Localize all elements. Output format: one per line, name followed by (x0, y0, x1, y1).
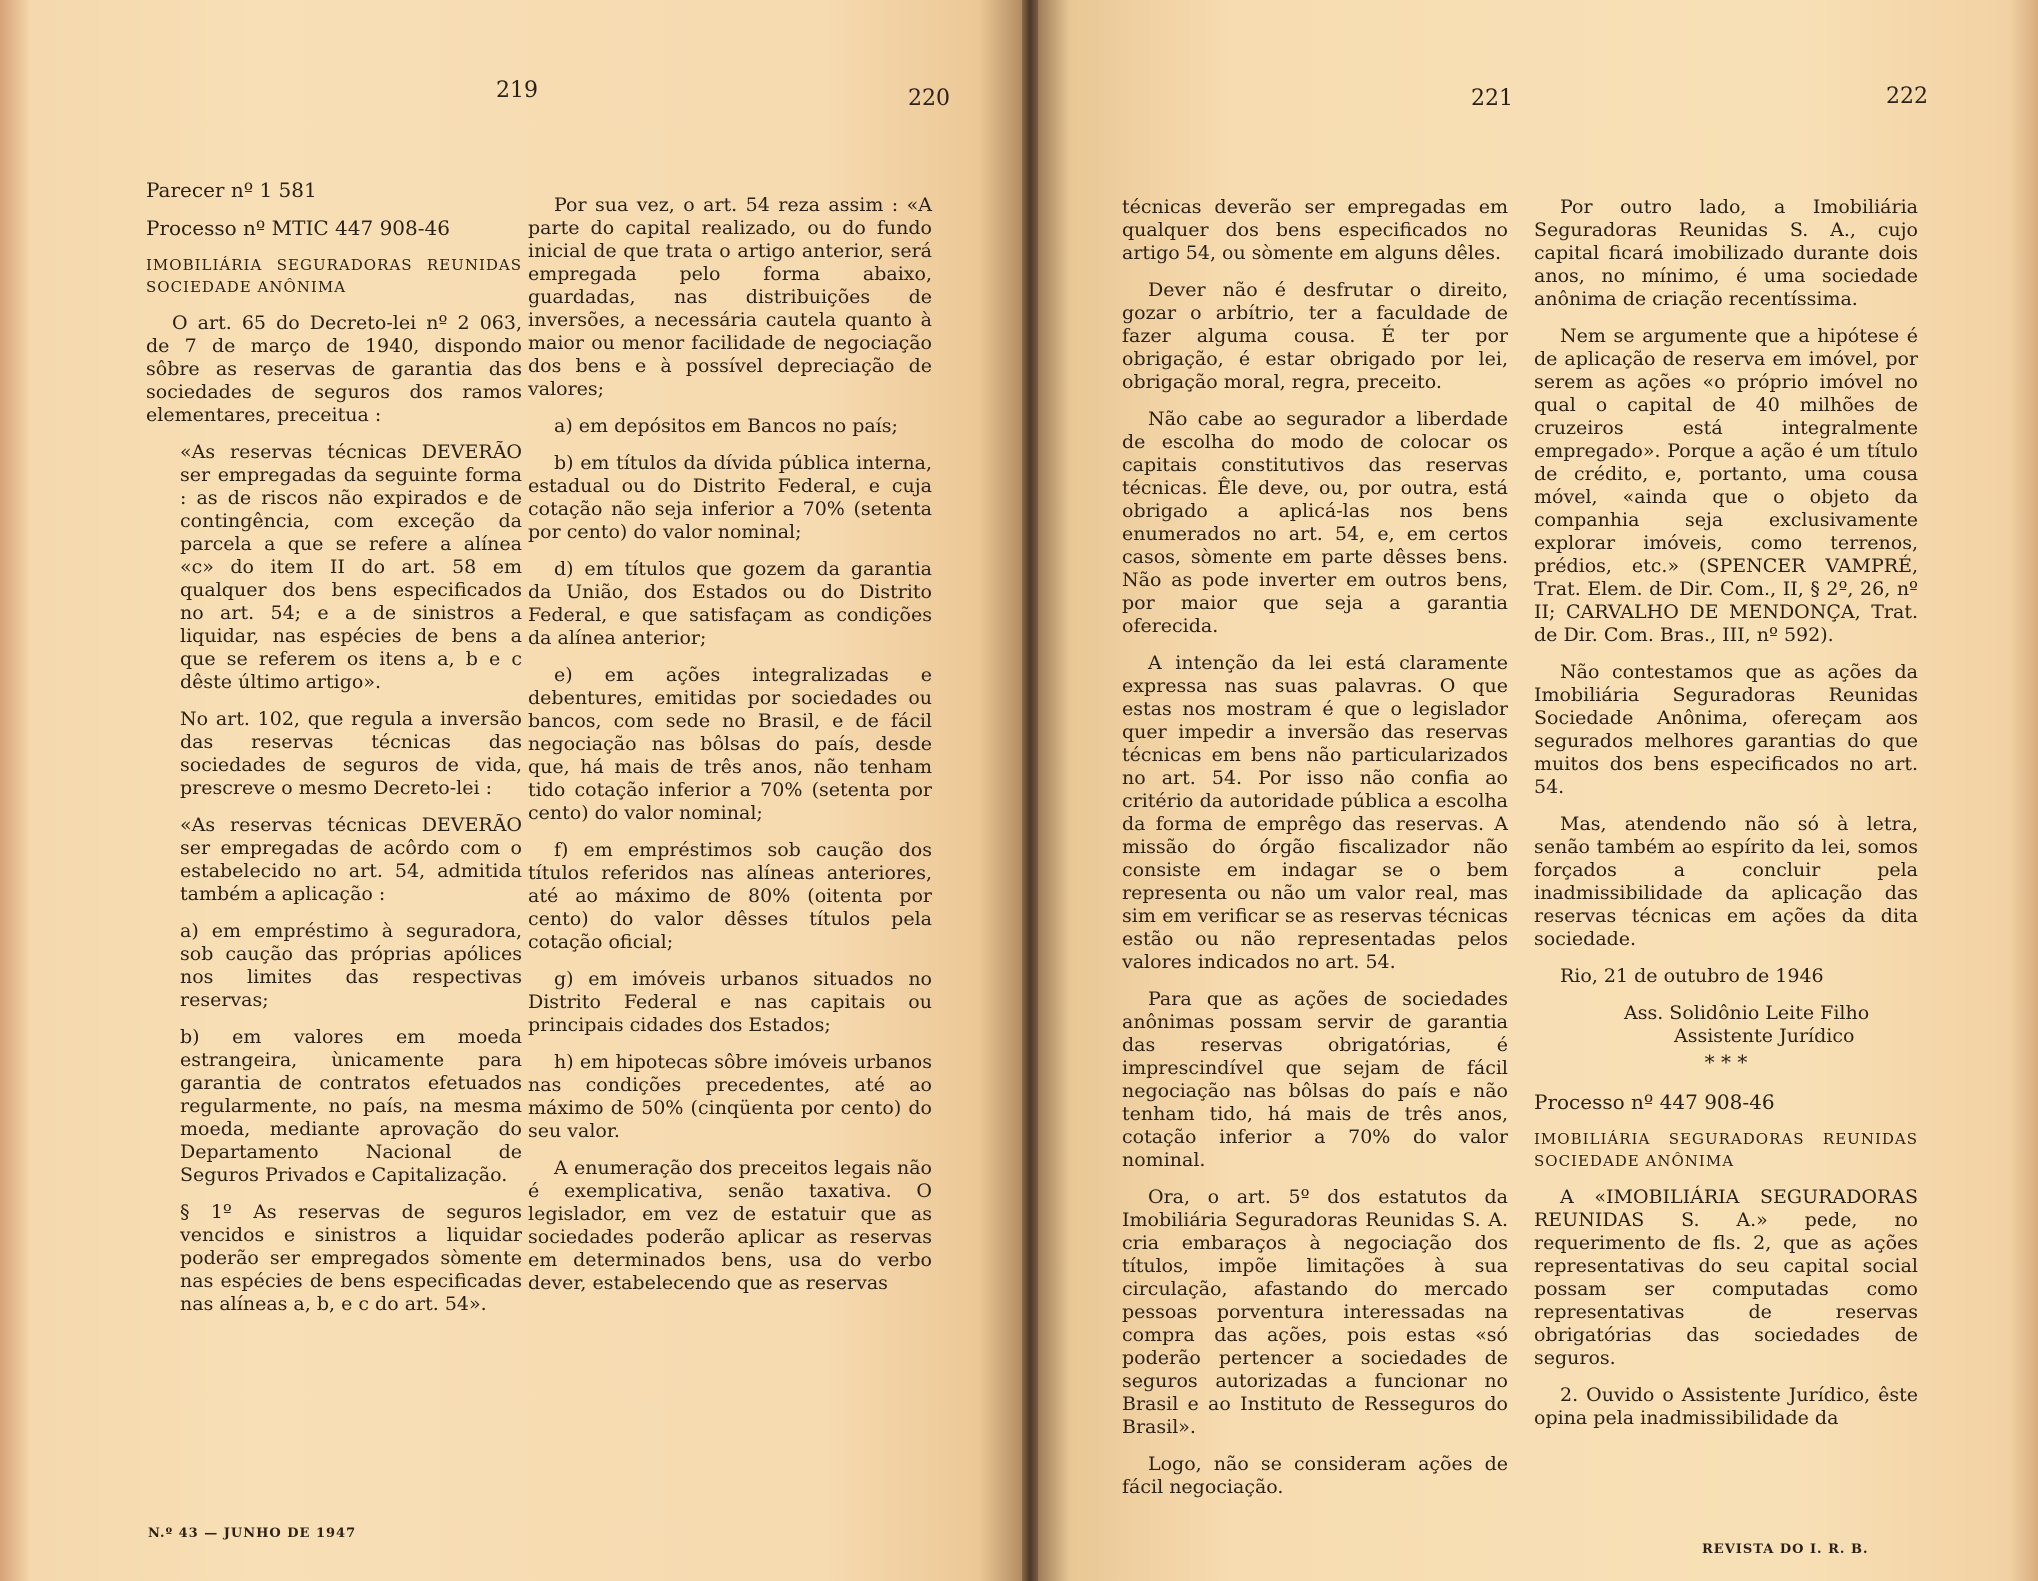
art-54-item-a: a) em depósitos em Bancos no país; (554, 415, 898, 437)
outro-lado-paragraph: Por outro lado, a Imobiliária Seguradoras Reunidas S. A., cujo capital ficará imobilizado durante dois anos, no mínimo, é uma sociedade anônima de criação recentíssima. (1534, 196, 1918, 310)
assistente-paragraph: 2. Ouvido o Assistente Jurídico, êste opina pela inadmissibilidade da (1534, 1384, 1918, 1429)
paragraph-art-102: No art. 102, que regula a inversão das reservas técnicas das sociedades de seguros de vida, prescreve o mesmo Decreto-lei : (180, 708, 522, 799)
art-54-item-f: f) em empréstimos sob caução dos títulos referidos nas alíneas anteriores, até ao máximo de 80% (oitenta por cento) do valor dêsses títulos pela cotação oficial; (528, 839, 932, 953)
column-page-222-text (1534, 196, 1918, 1444)
contestamos-paragraph: Não contestamos que as ações da Imobiliária Seguradoras Reunidas Sociedade Anônima, ofereçam aos segurados melhores garantias do que muitos dos bens especificados no art. 54. (1534, 661, 1918, 798)
date-line: Rio, 21 de outubro de 1946 (1560, 965, 1824, 987)
page-number-219: 219 (496, 78, 538, 103)
signature: Ass. Solidônio Leite Filho (1624, 1002, 1870, 1024)
company-heading: IMOBILIÁRIA SEGURADORAS REUNIDAS SOCIEDADE ANÔNIMA (146, 256, 522, 296)
segurador-paragraph: Não cabe ao segurador a liberdade de escolha do modo de colocar os capitais constitutivos das reservas técnicas. Êle deve, ou, por outra, está obrigado a aplicá-las nos bens enumerados no art. 54, e, em certos casos, sòmente em parte dêsses bens. Não as pode inverter em outros bens, por maior que seja a garantia oferecida. (1122, 408, 1508, 637)
argumente-paragraph: Nem se argumente que a hipótese é de aplicação de reserva em imóvel, por serem as ações «o próprio imóvel no qual o capital de 40 milhões de cruzeiros está integralmente empregado». Porque a ação é um título de crédito, e, portanto, uma cousa móvel, «ainda que o objeto da companhia seja exclusivamente explorar imóveis, como terrenos, prédios, etc.» (SPENCER VAMPRÉ, Trat. Elem. de Dir. Com., II, § 2º, 26, nº II; CARVALHO DE MENDONÇA, Trat. de Dir. Com. Bras., III, nº 592). (1534, 325, 1918, 646)
section-separator: * * * (1704, 1050, 1748, 1074)
column-page-220-text (528, 194, 932, 1309)
item-a-emprestimo: a) em empréstimo à seguradora, sob caução das próprias apólices nos limites das respectivas reservas; (180, 920, 522, 1011)
processo-number-2: Processo nº 447 908-46 (1534, 1090, 1775, 1114)
requerimento-paragraph: A «IMOBILIÁRIA SEGURADORAS REUNIDAS S. A.» pede, no requerimento de fls. 2, que as ações representativas do seu capital social possam ser computadas como representativas de reservas obrigatórias das sociedades de seguros. (1534, 1186, 1918, 1369)
column-page-219-text (146, 178, 522, 1330)
acoes-paragraph: Para que as ações de sociedades anônimas possam servir de garantia das reservas obrigatórias, é imprescindível que sejam de fácil negociação nas bôlsas do país e não tenham tido, há mais de três anos, cotação inferior a 70% do valor nominal. (1122, 988, 1508, 1171)
dever-paragraph: Dever não é desfrutar o direito, gozar o arbítrio, ter a faculdade de fazer alguma cousa. É ter por obrigação, é estar obrigado por lei, obrigação moral, regra, preceito. (1122, 279, 1508, 393)
art-54-item-e: e) em ações integralizadas e debentures, emitidas por sociedades ou bancos, com sede no Brasil, e de fácil negociação nas bôlsas do país, desde que, há mais de três anos, não tenham tido cotação inferior a 70% (setenta por cento) do valor nominal; (528, 664, 932, 824)
art-54-paragraph: Por sua vez, o art. 54 reza assim : «A parte do capital realizado, ou do fundo inicial de que trata o artigo anterior, será empregada pelo forma abaixo, guardadas, nas distribuições de inversões, a necessária cautela quanto à maior ou menor facilidade de negociação dos bens e à possível depreciação de valores; (528, 194, 932, 400)
quote-art-65: «As reservas técnicas DEVERÃO ser empregadas da seguinte forma : as de riscos não expirados e de contingência, com exceção da parcela a que se refere a alínea «c» do item II do art. 58 em qualquer dos bens especificados no art. 54; e a de sinistros a liquidar, nas espécies de bens a que se referem os itens a, b e c dêste último artigo». (180, 441, 522, 693)
estatutos-paragraph: Ora, o art. 5º dos estatutos da Imobiliária Seguradoras Reunidas S. A. cria embaraços à negociação dos títulos, impõe limitações à sua circulação, afastando do mercado pessoas porventura interessadas na compra das ações, pois estas «só poderão pertencer a sociedades de seguros autorizadas a funcionar no Brasil e ao Instituto de Resseguros do Brasil». (1122, 1186, 1508, 1438)
continuation-paragraph: técnicas deverão ser empregadas em qualquer dos bens especificados no artigo 54, ou sòmente em alguns dêles. (1122, 196, 1508, 264)
book-gutter (1022, 0, 1038, 1581)
enumeration-paragraph: A enumeração dos preceitos legais não é exemplicativa, senão taxativa. O legislador, em vez de estatuir que as sociedades poderão aplicar as reservas em determinados bens, usa do verbo dever, estabelecendo que as reservas (528, 1157, 932, 1294)
conclusion-paragraph: Logo, não se consideram ações de fácil negociação. (1122, 1453, 1508, 1498)
page-number-222: 222 (1886, 84, 1928, 109)
art-54-item-d: d) em títulos que gozem da garantia da União, dos Estados ou do Distrito Federal, e que satisfaçam as condições da alínea anterior; (528, 558, 932, 649)
atendendo-paragraph: Mas, atendendo não só à letra, senão também ao espírito da lei, somos forçados a concluir pela inadmissibilidade da aplicação das reservas técnicas em ações da dita sociedade. (1534, 813, 1918, 950)
page-number-221: 221 (1471, 86, 1513, 111)
item-b-moeda: b) em valores em moeda estrangeira, ùnicamente para garantia de contratos efetuados regularmente, no país, na mesma moeda, mediante aprovação do Departamento Nacional de Seguros Privados e Capitalização. (180, 1026, 522, 1186)
intencao-paragraph: A intenção da lei está claramente expressa nas suas palavras. O que estas nos mostram é que o legislador quer impedir a inversão das reservas técnicas em bens não particularizados no art. 54. Por isso não confia ao critério da autoridade pública a escolha da forma de emprêgo das reservas. A missão do órgão fiscalizador não consiste em indagar se o bem representa ou não um valor real, mas sim em verificar se as reservas técnicas estão ou não representadas pelos valores indicados no art. 54. (1122, 652, 1508, 973)
signature-role: Assistente Jurídico (1674, 1025, 1855, 1047)
company-heading-2: IMOBILIÁRIA SEGURADORAS REUNIDAS SOCIEDADE ANÔNIMA (1534, 1130, 1918, 1170)
art-54-item-h: h) em hipotecas sôbre imóveis urbanos nas condições precedentes, até ao máximo de 50% (cinqüenta por cento) do seu valor. (528, 1051, 932, 1142)
processo-number: Processo nº MTIC 447 908-46 (146, 216, 450, 240)
paragraph-1: § 1º As reservas de seguros vencidos e sinistros a liquidar poderão ser empregados sòmente nas espécies de bens especificadas nas alíneas a, b, e c do art. 54». (180, 1201, 522, 1315)
art-54-item-b: b) em títulos da dívida pública interna, estadual ou do Distrito Federal, e cuja cotação não seja inferior a 70% (setenta por cento) do valor nominal; (528, 452, 932, 543)
art-54-item-g: g) em imóveis urbanos situados no Distrito Federal e nas capitais ou principais cidades dos Estados; (528, 968, 932, 1036)
column-page-221-text (1122, 196, 1508, 1513)
quote-art-102: «As reservas técnicas DEVERÃO ser empregadas de acôrdo com o estabelecido no art. 54, admitida também a aplicação : (180, 814, 522, 905)
footer-journal: REVISTA DO I. R. B. (1702, 1542, 1869, 1557)
footer-issue: N.º 43 — JUNHO DE 1947 (148, 1526, 357, 1541)
page-number-220: 220 (908, 86, 950, 111)
intro-paragraph: O art. 65 do Decreto-lei nº 2 063, de 7 de março de 1940, dispondo sôbre as reservas de garantia das sociedades de seguros dos ramos elementares, preceitua : (146, 312, 522, 426)
parecer-number: Parecer nº 1 581 (146, 178, 317, 202)
